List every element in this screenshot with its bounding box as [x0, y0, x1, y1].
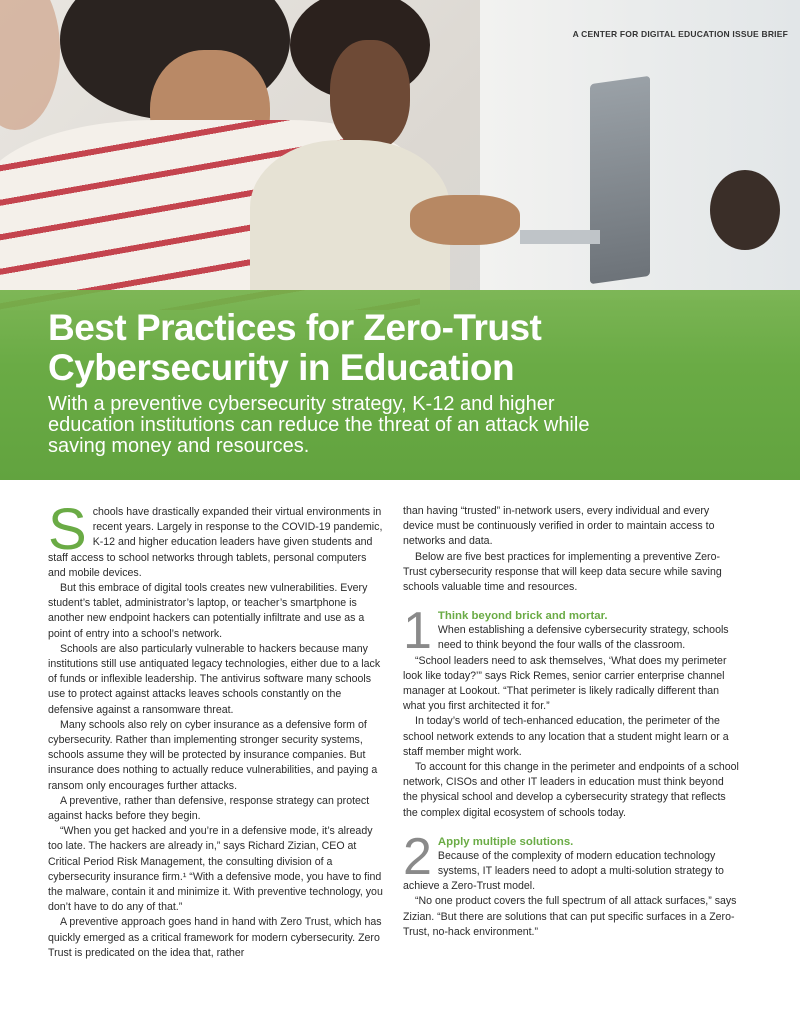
right-column: [403, 504, 741, 940]
body-paragraph: Many schools also rely on cyber insurance as a defensive form of cybersecurity. Rather than implementing stronger security systems, schools assume they will be protected by insurance companies. But insurance does nothing to actually reduce vulnerabilities, and paying a ransom only encourages further attacks.: [48, 718, 378, 792]
body-paragraph: than having “trusted” in-network users, every individual and every device must be continuously verified in order to maintain access to networks and data.: [403, 505, 715, 548]
issue-brief-label: A CENTER FOR DIGITAL EDUCATION ISSUE BRIEF: [572, 29, 788, 39]
body-paragraph: A preventive approach goes hand in hand with Zero Trust, which has quickly emerged as a critical framework for modern cybersecurity. Zero Trust is predicated on the idea that, rather: [48, 916, 382, 959]
section-heading: Think beyond brick and mortar.: [437, 610, 608, 623]
title-line: Best Practices for Zero-Trust: [48, 307, 542, 348]
section-heading: Apply multiple solutions.: [437, 835, 574, 848]
body-paragraph: “When you get hacked and you’re in a defensive mode, it’s already too late. The hackers are already in,” says Richard Zizian, CEO at Critical Period Risk Management, the consulting division of a cybersecurity insurance firm.¹ “With a defensive mode, you have to find the malware, contain it and minimize it. With preventive technology, you don’t have to do any of that.”: [48, 825, 383, 914]
paragraph-text: chools have drastically expanded their virtual environments in recent years. Largely in response to the COVID-19 pandemic, K-12 and higher education leaders have given students and staff access to school networks through tablets, personal computers and mobile devices.: [48, 506, 383, 579]
section-paragraph: When establishing a defensive cybersecurity strategy, schools need to think beyond the four walls of the classroom.: [437, 624, 729, 652]
left-column: [48, 497, 386, 961]
title-line: Cybersecurity in Education: [48, 347, 515, 388]
subtitle-line: saving money and resources.: [48, 435, 310, 457]
intro-paragraph: [48, 497, 386, 581]
section-paragraph: Because of the complexity of modern education technology systems, IT leaders need to adopt a multi-solution strategy to achieve a Zero-Trust model.: [403, 849, 724, 893]
body-paragraph: Below are five best practices for implementing a preventive Zero-Trust cybersecurity response that will keep data secure while saving schools valuable time and resources.: [403, 550, 722, 594]
body-paragraph: But this embrace of digital tools creates new vulnerabilities. Every student’s tablet, administrator’s laptop, or teacher’s smartphone is another new endpoint hackers can potentially infiltrate and use as a point of entry into a school’s network.: [48, 582, 368, 640]
best-practice-1: [403, 602, 741, 821]
section-paragraph: To account for this change in the perimeter and endpoints of a school network, CISOs and other IT leaders in education must think beyond the physical school and develop a cybersecurity strategy that reflects the complex digital ecosystem of schools today.: [403, 761, 739, 819]
page-subtitle: [48, 394, 768, 457]
section-number: 2: [403, 827, 432, 886]
best-practice-2: [403, 827, 741, 940]
body-paragraph: A preventive, rather than defensive, response strategy can protect against hacks before they begin.: [48, 794, 370, 823]
section-number: 1: [403, 602, 432, 661]
drop-cap: S: [48, 497, 87, 562]
section-paragraph: In today’s world of tech-enhanced education, the perimeter of the school network extends to any location that a student might learn or a staff member might work.: [403, 715, 729, 758]
section-paragraph: “No one product covers the full spectrum of all attack surfaces,” says Zizian. “But there are solutions that can put specific surfaces in a Zero-Trust, no-hack environment.”: [403, 895, 737, 938]
subtitle-line: With a preventive cybersecurity strategy, K-12 and higher: [48, 393, 555, 415]
page-title: [48, 308, 768, 388]
section-paragraph: “School leaders need to ask themselves, ‘What does my perimeter look like today?’” says Rick Remes, senior carrier enterprise channel manager at Lookout. “That perimeter is likely radically different than what you first architected it for.”: [403, 654, 727, 713]
subtitle-line: education institutions can reduce the threat of an attack while: [48, 414, 590, 436]
body-paragraph: Schools are also particularly vulnerable to hackers because many institutions still use antiquated legacy technologies, either due to a lack of funds or inflexible leadership. The antivirus software many schools use to protect against attacks leaves schools constantly on the defensive against a ransomware threat.: [48, 642, 381, 716]
